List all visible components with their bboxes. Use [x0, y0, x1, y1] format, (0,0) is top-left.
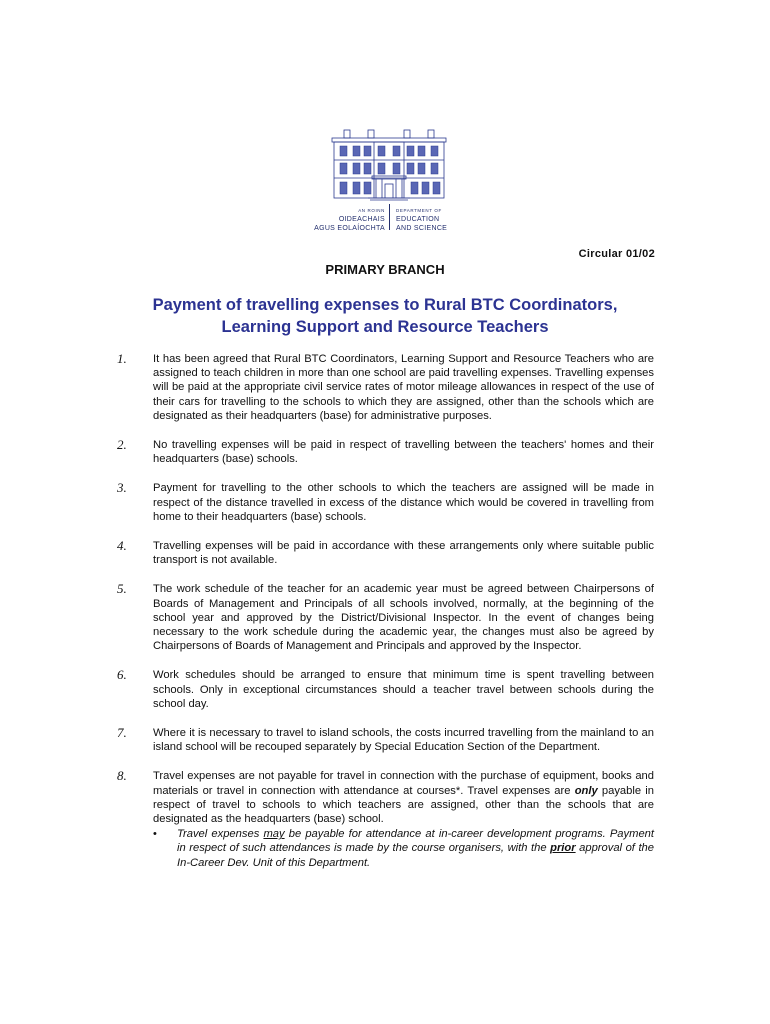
title-line-1: Payment of travelling expenses to Rural BTC Coordinators,: [152, 296, 618, 314]
item8-text-b: payable in respect of travel to schools to which teachers are assigned, other than the schools that are designated as the headquarters (base) school.: [153, 784, 654, 826]
circular-number: Circular 01/02: [578, 248, 655, 260]
logo-english-line2: AND SCIENCE: [396, 225, 448, 232]
bullet-dot-icon: •: [153, 828, 157, 841]
item-number: 4.: [117, 538, 127, 554]
item-number: 5.: [117, 581, 127, 597]
item-text: [153, 769, 654, 826]
logo-irish-line1: OIDEACHAIS: [338, 216, 385, 223]
bullet-emphasis-may: may: [263, 828, 285, 841]
item-text: Travelling expenses will be paid in accordance with these arrangements only where suitable public transport is not available.: [153, 540, 654, 567]
item-text: Payment for travelling to the other schools to which the teachers are assigned will be made in respect of the distance travelled in excess of the distance which would be covered in travelling from home to their headquarters (base) schools.: [153, 482, 654, 523]
logo-english-line1: EDUCATION: [396, 216, 440, 223]
item-text: The work schedule of the teacher for an academic year must be agreed between Chairpersons of Boards of Management and Principals of all schools involved, normally, at the beginning of the school year and approved by the District/Divisional Inspector. In the event of changes being necessary to the work schedule during the academic year, the changes must also be agreed by Chairpersons of Boards of Management and Principals and approved by the Inspector.: [153, 583, 654, 653]
item-text: No travelling expenses will be paid in respect of travelling between the teachers' homes and their headquarters (base) schools.: [153, 439, 654, 466]
logo-wordmark: [308, 202, 470, 232]
bullet-text-a: Travel expenses: [177, 828, 264, 841]
document-title: [0, 294, 770, 338]
item-text: Where it is necessary to travel to island schools, the costs incurred travelling from the mainland to an island school will be recouped separately by Special Education Section of the Department.: [153, 727, 654, 754]
list-item: [117, 438, 654, 466]
title-line-2: Learning Support and Resource Teachers: [221, 318, 549, 336]
item-text: Work schedules should be arranged to ensure that minimum time is spent travelling between schools. Only in exceptional circumstances should a teacher travel between schools during the school day.: [153, 669, 654, 710]
branch-heading: PRIMARY BRANCH: [325, 262, 445, 277]
bullet-text-b: be payable for attendance at in-career development programs. Payment in respect of such attendances is made by the course organisers, with the: [177, 828, 654, 855]
item-number: 2.: [117, 437, 127, 453]
item-number: 7.: [117, 725, 127, 741]
logo-divider: [389, 204, 390, 230]
building-illustration: [308, 128, 470, 202]
item8-emphasis-only: only: [574, 784, 598, 797]
item-number: 3.: [117, 480, 127, 496]
item-number: 6.: [117, 667, 127, 683]
logo-irish-line2: AGUS EOLAÍOCHTA: [314, 225, 385, 232]
bullet-emphasis-prior: prior: [550, 842, 576, 855]
item-number: 8.: [117, 768, 127, 784]
logo-irish-small: AN ROINN: [358, 208, 385, 213]
item-text: It has been agreed that Rural BTC Coordinators, Learning Support and Resource Teachers who are assigned to teach children in more than one school are paid travelling expenses. Travelling expenses will be paid at the appropriate civil service rates of motor mileage allowances in respect of the use of their cars for travelling to the schools to which they are assigned, other than the schools which are designated as their headquarters (base) for administrative purposes.: [153, 353, 654, 422]
item-number: 1.: [117, 351, 127, 366]
bullet-text: [177, 827, 654, 870]
list-item: [117, 539, 654, 567]
department-logo: [308, 128, 470, 232]
list-item: [117, 769, 654, 869]
bullet-text-c: approval of the In-Career Dev. Unit of this Department.: [177, 842, 655, 869]
list-item: [117, 668, 654, 711]
numbered-list: [117, 352, 654, 870]
list-item: [117, 582, 654, 653]
list-item: [117, 352, 654, 423]
list-item: [117, 481, 654, 524]
bullet-item: [153, 827, 654, 870]
list-item: [117, 726, 654, 754]
item8-text-a: Travel expenses are not payable for travel in connection with the purchase of equipment, books and materials or travel in connection with attendance at courses*. Travel expenses are: [153, 770, 654, 797]
logo-english-small: DEPARTMENT OF: [396, 208, 442, 213]
